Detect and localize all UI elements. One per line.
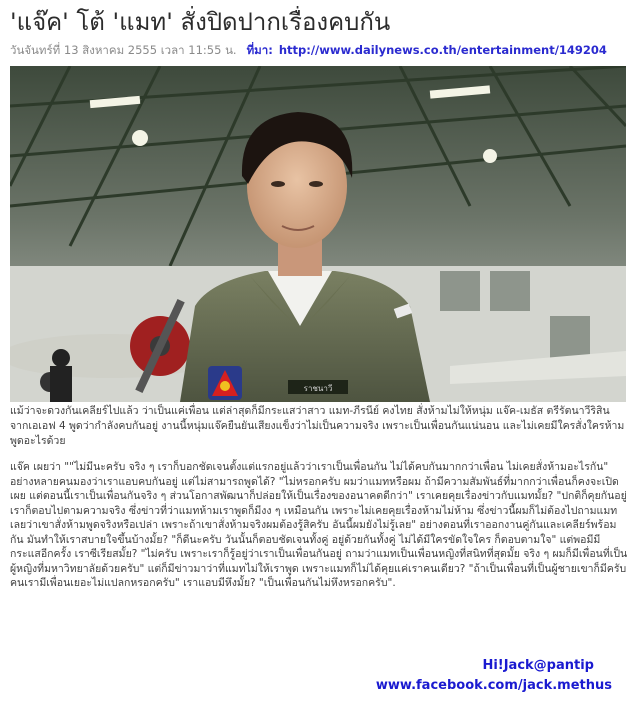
article-meta (10, 42, 626, 58)
article-photo (10, 66, 626, 402)
paragraph-interview: แจ๊ค เผยว่า ""ไม่มีนะครับ จริง ๆ เราก็บอกชัดเจนตั้งแต่แรกอยู่แล้วว่าเราเป็นเพื่อนกัน ไม่ได้คบกันมากกว่าเพื่อน ไม่เคยสั่งห้ามอะไรกัน" อย่างหลายคนมองว่าเราแอบคบกันอยู่ แต่ไม่สามารถพูดได้? "ไม่หรอกครับ ผมว่าแมทหรือผม ถ้ามีความสัมพันธ์ที่มากกว่าเพื่อนก็คงจะเปิดเผย แต่ตอนนี้เราเป็นเพื่อนกันจริง ๆ ส่วนโอกาสพัฒนาก็ปล่อยให้เป็นเรื่องของอนาคตดีกว่า" เราเคยคุยเรื่องข่าวกับแมทมั้ย? "ปกติก็คุยกันอยู่ เราก็ตอบไปตามความจริง ซึ่งข่าวที่ว่าแมทห้ามเราพูดก็มีงง ๆ เหมือนกัน เพราะไม่เคยคุยเรื่องห้ามไม่ห้าม ซึ่งข่าวนี้ผมก็ไม่ต้องไปถามแมทเลยว่าเขาสั่งห้ามพูดจริงหรือเปล่า เพราะถ้าเขาสั่งห้ามจริงผมต้องรู้สิครับ อันนี้ผมยังไม่รู้เลย" อย่างตอนที่เราออกงานคู่กันและเคลียร์พร้อมกัน มันทำให้เราสบายใจขึ้นบ้างมั้ย? "ก็ดีนะครับ วันนั้นก็ตอบชัดเจนทั้งคู่ อยู่ด้วยกันทั้งคู่ ไม่ได้มีใครขัดใจใคร ก็ตอบตามใจ" แต่พอมีมีกระแสอีกครั้ง เราซีเรียสมั้ย? "ไม่ครับ เพราะเราก็รู้อยู่ว่าเราเป็นเพื่อนกันอยู่ ถามว่าแมทเป็นเพื่อนหญิงที่สนิทที่สุดมั้ย จริง ๆ ผมก็มีเพื่อนที่เป็นผู้หญิงที่มหาวิทยาลัยด้วยครับ" แต่ก็มีข่าวมาว่าที่แมทไม่ให้เราพูด เพราะแมทก็ไม่ได้คุยแค่เราคนเดียว? "ถ้าเป็นเพื่อนที่เป็นผู้ชายเขาก็มีครับ คนเรามีเพื่อนเยอะไม่แปลกหรอกครับ" เราแอบมีหึงมั้ย? "เป็นเพื่อนกันไม่หึงหรอกครับ". (10, 461, 628, 589)
hangar-portrait-illustration (10, 66, 626, 402)
signature-facebook-link[interactable]: www.facebook.com/jack.methus (375, 678, 612, 693)
signature-pantip: Hi!Jack@pantip (482, 658, 594, 673)
name-tag: ราชนาวี (303, 384, 333, 393)
paragraph-intro: แม้ว่าจะดวงกันเคลียร์ไปแล้ว ว่าเป็นแค่เพื่อน แต่ล่าสุดก็มีกระแสว่าสาว แมท-ภีรนีย์ คงไทย สั่งห้ามไม่ให้หนุ่ม แจ๊ค-เมธัส ตรีรัตนาวีริสิน จากเอเอฟ 4 พูดว่ากำลังคบกันอยู่ งานนี้หนุ่มแจ๊คยืนยันเสียงแข็งว่าไม่เป็นความจริง เพราะเป็นเพื่อนกันแน่นอน และไม่เคยมีใครสั่งใครห้ามพูดอะไรด้วย (10, 405, 625, 447)
publish-date: วันจันทร์ที่ 13 สิงหาคม 2555 เวลา 11:55 น. (10, 43, 237, 57)
source-link[interactable]: http://www.dailynews.co.th/entertainment/149204 (278, 43, 607, 57)
article-headline: 'แจ๊ค' โต้ 'แมท' สั่งปิดปากเรื่องคบกัน (10, 8, 391, 36)
source-label: ที่มา: (246, 43, 273, 57)
